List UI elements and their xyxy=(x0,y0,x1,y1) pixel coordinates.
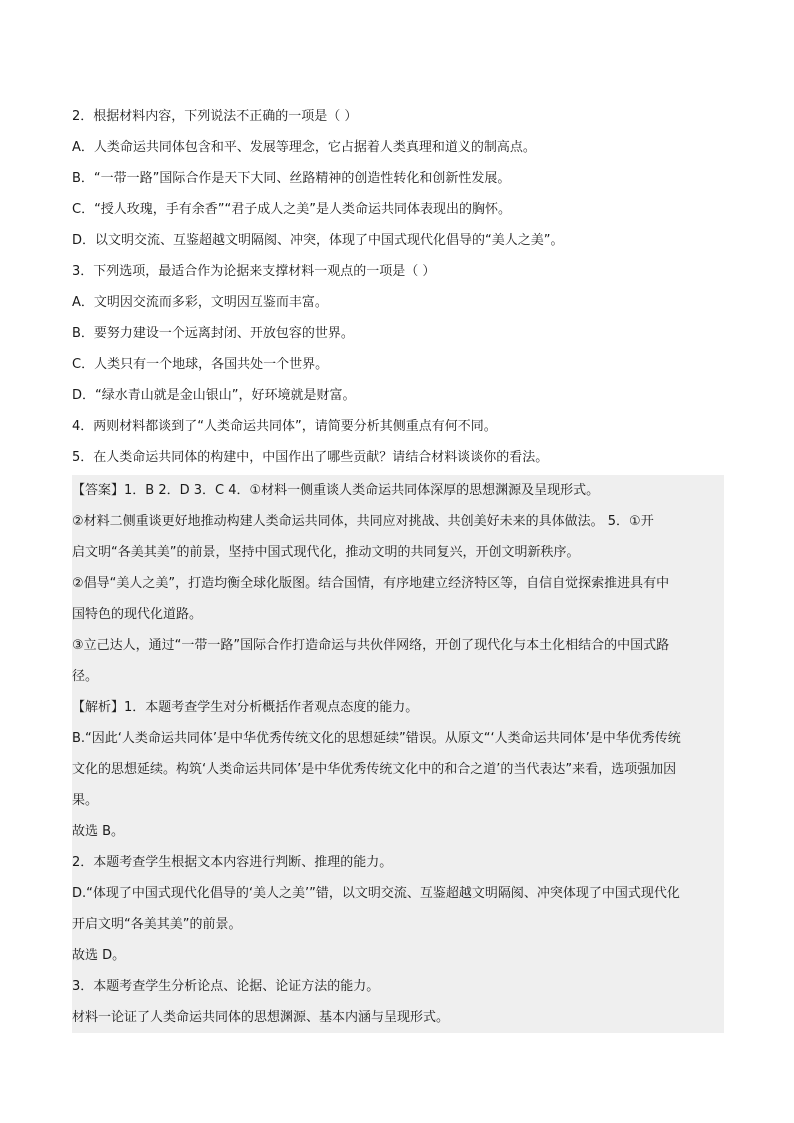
question-5-stem: 5．在人类命运共同体的构建中，中国作出了哪些贡献？请结合材料谈谈你的看法。 xyxy=(72,450,549,465)
question-2-option-d: D．以文明交流、互鉴超越文明隔阂、冲突，体现了中国式现代化倡导的“美人之美”。 xyxy=(72,233,564,248)
question-2-option-a: A．人类命运共同体包含和平、发展等理念，它占据着人类真理和道义的制高点。 xyxy=(72,140,536,155)
answer-line: ②材料二侧重谈更好地推动构建人类命运共同体，共同应对挑战、共创美好未来的具体做法。 5．①开 xyxy=(72,514,654,529)
analysis-line: B.“因此‘人类命运共同体’是中华优秀传统文化的思想延续”错误。从原文“‘人类命运共同体’是中华优秀传统 xyxy=(72,731,681,746)
question-2-option-c: C．“授人玫瑰，手有余香”“君子成人之美”是人类命运共同体表现出的胸怀。 xyxy=(72,202,512,217)
analysis-line: 材料一论证了人类命运共同体的思想渊源、基本内涵与呈现形式。 xyxy=(72,1010,450,1025)
question-3-option-c: C．人类只有一个地球，各国共处一个世界。 xyxy=(72,357,329,372)
answer-line: ③立己达人，通过“一带一路”国际合作打造命运与共伙伴网络，开创了现代化与本土化相结合的中国式路 xyxy=(72,638,670,653)
analysis-line: 果。 xyxy=(72,793,99,808)
question-3-stem: 3．下列选项，最适合作为论据来支撑材料一观点的一项是（ ） xyxy=(72,264,436,279)
answer-line: 国特色的现代化道路。 xyxy=(72,607,203,622)
analysis-line: 开启文明“各美其美”的前景。 xyxy=(72,917,242,932)
answer-line: ②倡导“美人之美”，打造均衡全球化版图。结合国情，有序地建立经济特区等，自信自觉探索推进具有中 xyxy=(72,576,670,591)
analysis-line: 3．本题考查学生分析论点、论据、论证方法的能力。 xyxy=(72,979,380,994)
question-3-option-d: D．“绿水青山就是金山银山”，好环境就是财富。 xyxy=(72,388,356,403)
answer-line: 径。 xyxy=(72,669,99,684)
analysis-line: 故选 B。 xyxy=(72,824,125,839)
analysis-line: D.“体现了中国式现代化倡导的‘美人之美’”错，以文明交流、互鉴超越文明隔阂、冲突体现了中国式现代化 xyxy=(72,886,680,901)
analysis-line: 文化的思想延续。构筑‘人类命运共同体’是中华优秀传统文化中的和合之道’的当代表达”来看，选项强加因 xyxy=(72,762,677,777)
question-4-stem: 4．两则材料都谈到了“人类命运共同体”，请简要分析其侧重点有何不同。 xyxy=(72,419,497,434)
question-3-option-b: B．要努力建设一个远离封闭、开放包容的世界。 xyxy=(72,326,354,341)
answer-analysis-block xyxy=(72,475,724,1033)
analysis-line: 故选 D。 xyxy=(72,948,126,963)
questions-section xyxy=(72,101,724,473)
document-content xyxy=(72,101,724,1033)
question-2-stem: 2．根据材料内容，下列说法不正确的一项是（ ） xyxy=(72,109,358,124)
analysis-line: 【解析】1．本题考查学生对分析概括作者观点态度的能力。 xyxy=(72,700,419,715)
question-2-option-b: B．“一带一路”国际合作是天下大同、丝路精神的创造性转化和创新性发展。 xyxy=(72,171,511,186)
answer-line: 启文明“各美其美”的前景，坚持中国式现代化，推动文明的共同复兴，开创文明新秩序。 xyxy=(72,545,580,560)
analysis-line: 2．本题考查学生根据文本内容进行判断、推理的能力。 xyxy=(72,855,393,870)
question-3-option-a: A．文明因交流而多彩，文明因互鉴而丰富。 xyxy=(72,295,328,310)
answer-line: 【答案】1．B 2．D 3．C 4．①材料一侧重谈人类命运共同体深厚的思想渊源及呈现形式。 xyxy=(72,483,600,498)
